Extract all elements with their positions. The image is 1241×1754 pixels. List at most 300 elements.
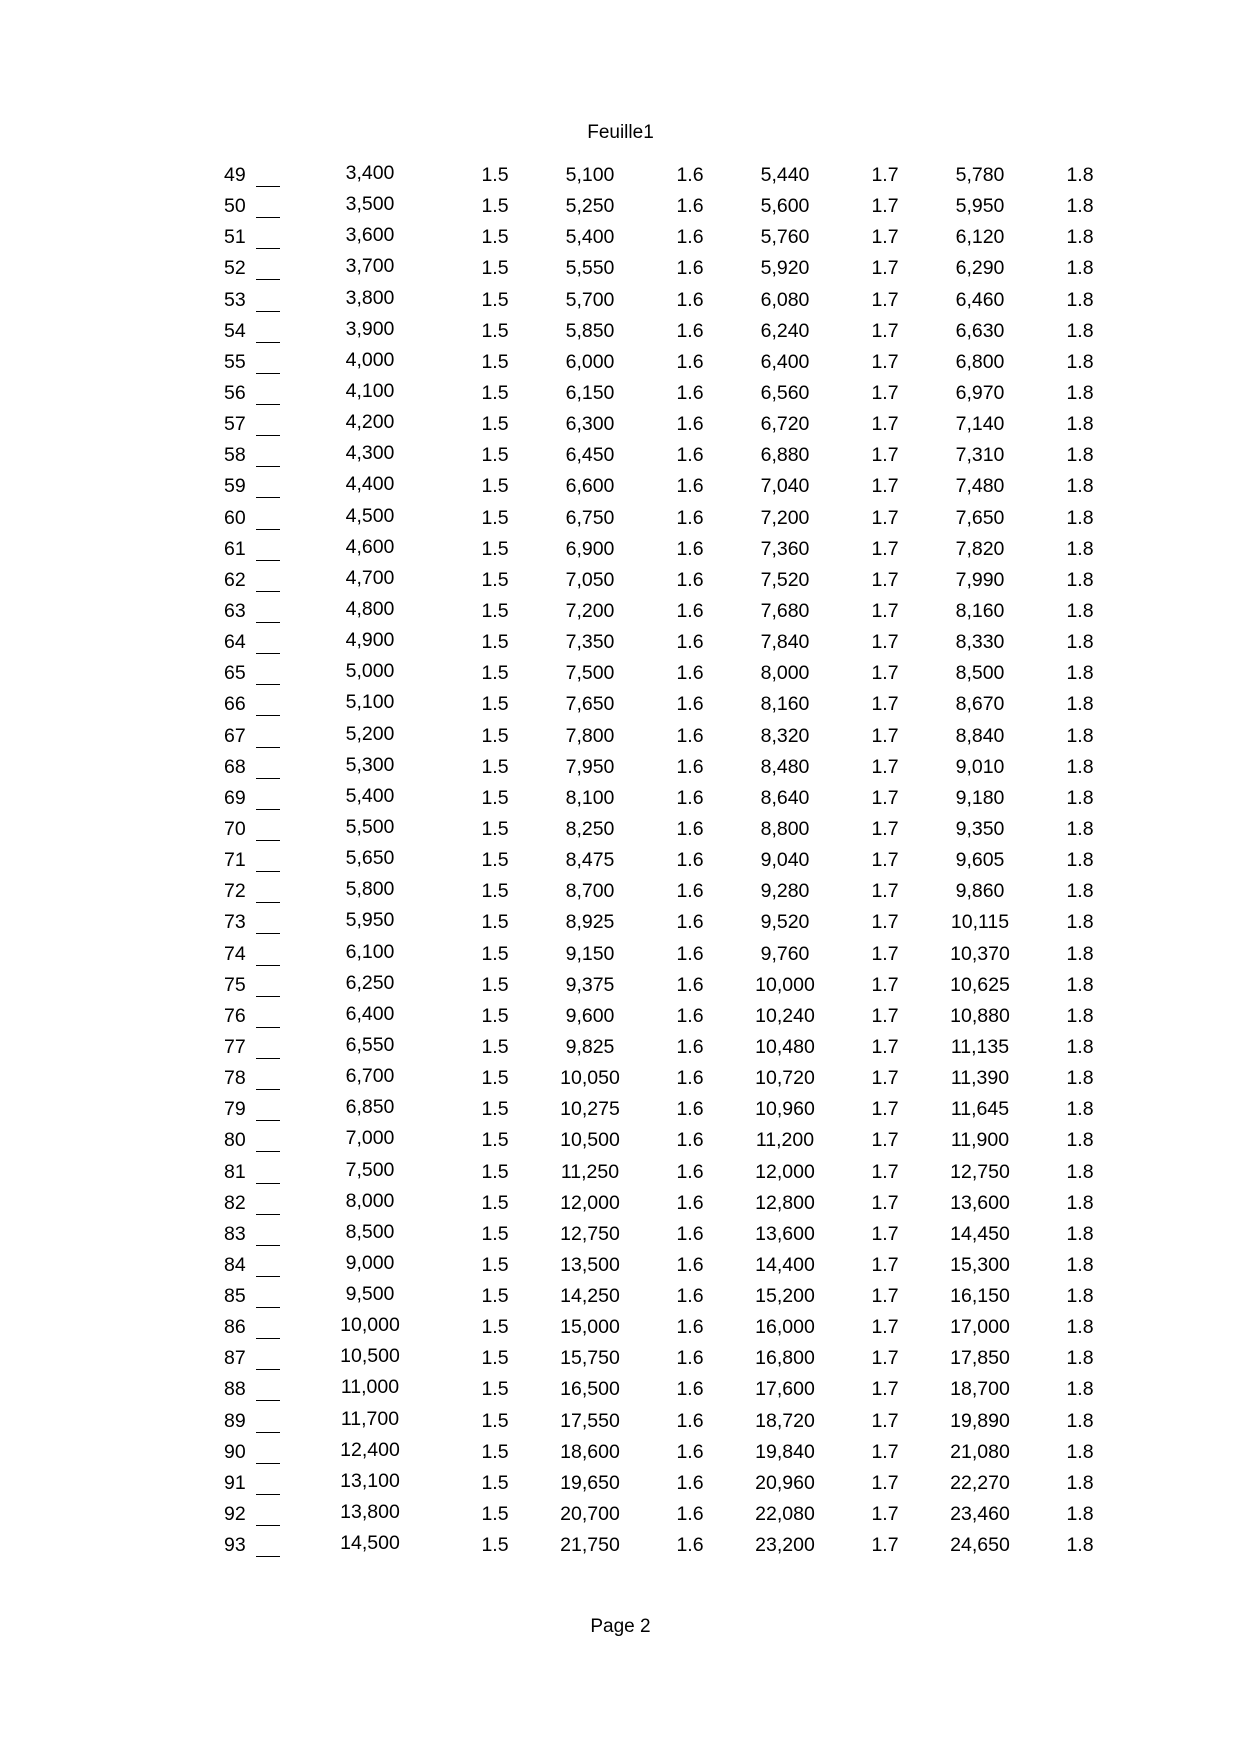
value-3-cell: 6,970 <box>955 381 1005 404</box>
blank-underline <box>256 573 280 592</box>
factor-3-cell: 1.7 <box>871 1503 899 1526</box>
row-number <box>224 693 284 716</box>
blank-underline <box>256 1382 280 1401</box>
factor-3-cell: 1.7 <box>871 1378 899 1401</box>
value-1-cell: 11,250 <box>560 1160 620 1183</box>
factor-3-cell: 1.7 <box>871 599 899 622</box>
value-3-cell: 22,270 <box>950 1471 1010 1494</box>
blank-underline <box>256 1227 280 1246</box>
factor-4-cell: 1.8 <box>1066 1347 1094 1370</box>
base-value-cell: 3,900 <box>345 317 395 340</box>
base-value-cell: 4,100 <box>345 379 395 402</box>
row-number-label: 76 <box>224 1004 246 1027</box>
factor-1-cell: 1.5 <box>481 350 509 373</box>
value-3-cell: 9,350 <box>955 817 1005 840</box>
factor-2-cell: 1.6 <box>676 786 704 809</box>
blank-underline <box>256 604 280 623</box>
value-2-cell: 5,760 <box>760 226 810 249</box>
factor-4-cell: 1.8 <box>1066 1035 1094 1058</box>
table-row <box>0 1438 1241 1472</box>
value-3-cell: 5,950 <box>955 195 1005 218</box>
value-1-cell: 5,550 <box>565 257 615 280</box>
factor-2-cell: 1.6 <box>676 350 704 373</box>
table-row <box>0 1534 1241 1565</box>
value-1-cell: 5,700 <box>565 288 615 311</box>
factor-3-cell: 1.7 <box>871 350 899 373</box>
factor-2-cell: 1.6 <box>676 849 704 872</box>
row-number-label: 83 <box>224 1222 246 1245</box>
row-number <box>224 974 284 997</box>
factor-2-cell: 1.6 <box>676 164 704 186</box>
value-2-cell: 8,640 <box>760 786 810 809</box>
factor-1-cell: 1.5 <box>481 381 509 404</box>
factor-1-cell: 1.5 <box>481 880 509 903</box>
row-number <box>224 195 284 218</box>
factor-2-cell: 1.6 <box>676 1347 704 1370</box>
base-value-cell: 11,700 <box>340 1407 400 1430</box>
sheet-title: Feuille1 <box>587 122 654 143</box>
blank-underline <box>256 729 280 748</box>
row-number <box>224 320 284 343</box>
row-number <box>224 1410 284 1433</box>
table-row <box>0 164 1241 195</box>
blank-underline <box>256 293 280 312</box>
value-3-cell: 5,780 <box>955 164 1005 186</box>
value-1-cell: 6,750 <box>565 506 615 529</box>
blank-underline <box>256 1102 280 1121</box>
base-value-cell: 5,000 <box>345 660 395 683</box>
row-number-label: 62 <box>224 568 246 591</box>
factor-3-cell: 1.7 <box>871 1222 899 1245</box>
factor-4-cell: 1.8 <box>1066 568 1094 591</box>
value-2-cell: 16,800 <box>755 1347 815 1370</box>
row-number <box>224 1223 284 1246</box>
value-3-cell: 6,290 <box>955 257 1005 280</box>
value-1-cell: 6,150 <box>565 381 615 404</box>
table-row <box>0 1503 1241 1534</box>
value-2-cell: 6,240 <box>760 319 810 342</box>
base-value-cell: 10,500 <box>340 1345 400 1368</box>
value-1-cell: 9,825 <box>565 1035 615 1058</box>
factor-2-cell: 1.6 <box>676 755 704 778</box>
factor-2-cell: 1.6 <box>676 693 704 716</box>
factor-2-cell: 1.6 <box>676 319 704 342</box>
row-number-label: 67 <box>224 724 246 747</box>
table-row <box>0 1002 1241 1036</box>
base-value-cell: 4,400 <box>345 473 395 496</box>
factor-4-cell: 1.8 <box>1066 1440 1094 1463</box>
value-1-cell: 5,400 <box>565 226 615 249</box>
factor-4-cell: 1.8 <box>1066 1191 1094 1214</box>
factor-4-cell: 1.8 <box>1066 1004 1094 1027</box>
value-1-cell: 7,050 <box>565 568 615 591</box>
value-3-cell: 6,630 <box>955 319 1005 342</box>
factor-4-cell: 1.8 <box>1066 880 1094 903</box>
value-2-cell: 15,200 <box>755 1285 815 1308</box>
blank-underline <box>256 1538 280 1557</box>
value-2-cell: 13,600 <box>755 1222 815 1245</box>
value-2-cell: 6,080 <box>760 288 810 311</box>
factor-2-cell: 1.6 <box>676 1222 704 1245</box>
base-value-cell: 11,000 <box>340 1376 400 1399</box>
base-value-cell: 3,600 <box>345 224 395 247</box>
factor-2-cell: 1.6 <box>676 1409 704 1432</box>
factor-1-cell: 1.5 <box>481 1471 509 1494</box>
value-3-cell: 10,880 <box>950 1004 1010 1027</box>
value-2-cell: 10,480 <box>755 1035 815 1058</box>
value-1-cell: 15,750 <box>560 1347 620 1370</box>
table-row <box>0 1469 1241 1503</box>
base-value-cell: 7,000 <box>345 1127 395 1150</box>
base-value-cell: 3,700 <box>345 255 395 278</box>
row-number <box>224 289 284 312</box>
factor-1-cell: 1.5 <box>481 568 509 591</box>
factor-3-cell: 1.7 <box>871 849 899 872</box>
base-value-cell: 9,000 <box>345 1251 395 1274</box>
blank-underline <box>256 1258 280 1277</box>
factor-4-cell: 1.8 <box>1066 1534 1094 1557</box>
base-value-cell: 6,400 <box>345 1002 395 1025</box>
table-row <box>0 566 1241 600</box>
factor-1-cell: 1.5 <box>481 631 509 654</box>
factor-1-cell: 1.5 <box>481 319 509 342</box>
value-3-cell: 15,300 <box>950 1253 1010 1276</box>
row-number-label: 60 <box>224 506 246 529</box>
value-3-cell: 11,645 <box>950 1098 1010 1121</box>
value-1-cell: 8,700 <box>565 880 615 903</box>
factor-4-cell: 1.8 <box>1066 1098 1094 1121</box>
factor-2-cell: 1.6 <box>676 444 704 467</box>
factor-2-cell: 1.6 <box>676 973 704 996</box>
base-value-cell: 4,700 <box>345 566 395 589</box>
value-3-cell: 18,700 <box>950 1378 1010 1401</box>
row-number <box>224 600 284 623</box>
table-row <box>0 1129 1241 1160</box>
factor-3-cell: 1.7 <box>871 817 899 840</box>
blank-underline <box>256 1040 280 1059</box>
factor-2-cell: 1.6 <box>676 257 704 280</box>
factor-3-cell: 1.7 <box>871 880 899 903</box>
table-row <box>0 1067 1241 1098</box>
data-table <box>0 164 1241 1565</box>
value-1-cell: 5,250 <box>565 195 615 218</box>
row-number-label: 57 <box>224 413 246 436</box>
factor-1-cell: 1.5 <box>481 942 509 965</box>
value-3-cell: 8,160 <box>955 599 1005 622</box>
base-value-cell: 5,950 <box>345 909 395 932</box>
factor-2-cell: 1.6 <box>676 662 704 685</box>
factor-2-cell: 1.6 <box>676 631 704 654</box>
row-number-label: 82 <box>224 1191 246 1214</box>
value-3-cell: 17,000 <box>950 1316 1010 1339</box>
factor-1-cell: 1.5 <box>481 1160 509 1183</box>
table-row <box>0 597 1241 631</box>
base-value-cell: 12,400 <box>340 1438 400 1461</box>
row-number <box>224 1098 284 1121</box>
row-number <box>224 382 284 405</box>
factor-2-cell: 1.6 <box>676 817 704 840</box>
factor-1-cell: 1.5 <box>481 1534 509 1557</box>
value-3-cell: 8,500 <box>955 662 1005 685</box>
table-row <box>0 1316 1241 1347</box>
factor-2-cell: 1.6 <box>676 1129 704 1152</box>
factor-1-cell: 1.5 <box>481 1316 509 1339</box>
value-1-cell: 7,200 <box>565 599 615 622</box>
factor-3-cell: 1.7 <box>871 506 899 529</box>
factor-3-cell: 1.7 <box>871 319 899 342</box>
factor-2-cell: 1.6 <box>676 1160 704 1183</box>
factor-3-cell: 1.7 <box>871 1285 899 1308</box>
value-2-cell: 10,000 <box>755 973 815 996</box>
value-2-cell: 6,720 <box>760 413 810 436</box>
factor-4-cell: 1.8 <box>1066 444 1094 467</box>
blank-underline <box>256 479 280 498</box>
factor-3-cell: 1.7 <box>871 288 899 311</box>
factor-3-cell: 1.7 <box>871 1471 899 1494</box>
row-number <box>224 1347 284 1370</box>
factor-3-cell: 1.7 <box>871 1409 899 1432</box>
table-row <box>0 286 1241 320</box>
factor-1-cell: 1.5 <box>481 755 509 778</box>
row-number <box>224 849 284 872</box>
value-1-cell: 7,650 <box>565 693 615 716</box>
factor-1-cell: 1.5 <box>481 1253 509 1276</box>
base-value-cell: 5,300 <box>345 753 395 776</box>
factor-1-cell: 1.5 <box>481 1347 509 1370</box>
blank-underline <box>256 1009 280 1028</box>
blank-underline <box>256 1071 280 1090</box>
factor-4-cell: 1.8 <box>1066 506 1094 529</box>
value-2-cell: 5,600 <box>760 195 810 218</box>
factor-4-cell: 1.8 <box>1066 599 1094 622</box>
value-2-cell: 10,240 <box>755 1004 815 1027</box>
table-row <box>0 1033 1241 1067</box>
factor-4-cell: 1.8 <box>1066 257 1094 280</box>
factor-3-cell: 1.7 <box>871 631 899 654</box>
factor-3-cell: 1.7 <box>871 1316 899 1339</box>
value-2-cell: 8,800 <box>760 817 810 840</box>
factor-1-cell: 1.5 <box>481 1035 509 1058</box>
factor-4-cell: 1.8 <box>1066 631 1094 654</box>
value-2-cell: 19,840 <box>755 1440 815 1463</box>
factor-1-cell: 1.5 <box>481 164 509 186</box>
base-value-cell: 4,500 <box>345 504 395 527</box>
factor-2-cell: 1.6 <box>676 1285 704 1308</box>
factor-3-cell: 1.7 <box>871 1191 899 1214</box>
value-2-cell: 8,480 <box>760 755 810 778</box>
factor-2-cell: 1.6 <box>676 1316 704 1339</box>
value-3-cell: 7,310 <box>955 444 1005 467</box>
value-3-cell: 6,460 <box>955 288 1005 311</box>
factor-1-cell: 1.5 <box>481 786 509 809</box>
value-1-cell: 9,150 <box>565 942 615 965</box>
value-2-cell: 9,760 <box>760 942 810 965</box>
value-3-cell: 9,605 <box>955 849 1005 872</box>
value-3-cell: 6,120 <box>955 226 1005 249</box>
blank-underline <box>256 791 280 810</box>
base-value-cell: 8,500 <box>345 1220 395 1243</box>
value-3-cell: 24,650 <box>950 1534 1010 1557</box>
value-1-cell: 7,950 <box>565 755 615 778</box>
blank-underline <box>256 386 280 405</box>
factor-2-cell: 1.6 <box>676 724 704 747</box>
value-2-cell: 10,720 <box>755 1067 815 1090</box>
row-number-label: 80 <box>224 1129 246 1152</box>
row-number <box>224 1192 284 1215</box>
factor-2-cell: 1.6 <box>676 1378 704 1401</box>
value-1-cell: 8,100 <box>565 786 615 809</box>
factor-4-cell: 1.8 <box>1066 755 1094 778</box>
row-number-label: 91 <box>224 1471 246 1494</box>
row-number-label: 74 <box>224 942 246 965</box>
value-2-cell: 5,920 <box>760 257 810 280</box>
table-row <box>0 226 1241 257</box>
row-number-label: 58 <box>224 444 246 467</box>
factor-2-cell: 1.6 <box>676 1098 704 1121</box>
factor-2-cell: 1.6 <box>676 1191 704 1214</box>
row-number-label: 87 <box>224 1347 246 1370</box>
factor-4-cell: 1.8 <box>1066 288 1094 311</box>
table-row <box>0 535 1241 569</box>
blank-underline <box>256 168 280 187</box>
value-1-cell: 6,450 <box>565 444 615 467</box>
factor-4-cell: 1.8 <box>1066 226 1094 249</box>
factor-4-cell: 1.8 <box>1066 1409 1094 1432</box>
table-row <box>0 940 1241 974</box>
factor-3-cell: 1.7 <box>871 413 899 436</box>
factor-2-cell: 1.6 <box>676 942 704 965</box>
value-1-cell: 10,050 <box>560 1067 620 1090</box>
factor-4-cell: 1.8 <box>1066 786 1094 809</box>
row-number <box>224 662 284 685</box>
row-number-label: 93 <box>224 1534 246 1557</box>
factor-4-cell: 1.8 <box>1066 942 1094 965</box>
blank-underline <box>256 199 280 218</box>
row-number <box>224 164 284 187</box>
factor-2-cell: 1.6 <box>676 288 704 311</box>
value-1-cell: 7,800 <box>565 724 615 747</box>
factor-1-cell: 1.5 <box>481 444 509 467</box>
table-row <box>0 348 1241 382</box>
base-value-cell: 13,100 <box>340 1469 400 1492</box>
factor-1-cell: 1.5 <box>481 973 509 996</box>
value-3-cell: 9,180 <box>955 786 1005 809</box>
value-2-cell: 7,520 <box>760 568 810 591</box>
row-number-label: 51 <box>224 226 246 249</box>
value-1-cell: 9,600 <box>565 1004 615 1027</box>
table-row <box>0 722 1241 756</box>
row-number <box>224 880 284 903</box>
row-number <box>224 631 284 654</box>
blank-underline <box>256 1320 280 1339</box>
factor-4-cell: 1.8 <box>1066 475 1094 498</box>
factor-3-cell: 1.7 <box>871 1067 899 1090</box>
row-number-label: 53 <box>224 288 246 311</box>
value-2-cell: 7,360 <box>760 537 810 560</box>
blank-underline <box>256 1133 280 1152</box>
blank-underline <box>256 1351 280 1370</box>
value-2-cell: 17,600 <box>755 1378 815 1401</box>
base-value-cell: 6,100 <box>345 940 395 963</box>
row-number <box>224 818 284 841</box>
factor-4-cell: 1.8 <box>1066 973 1094 996</box>
row-number <box>224 1067 284 1090</box>
base-value-cell: 6,700 <box>345 1065 395 1088</box>
row-number <box>224 1036 284 1059</box>
value-3-cell: 12,750 <box>950 1160 1010 1183</box>
factor-2-cell: 1.6 <box>676 506 704 529</box>
value-3-cell: 7,140 <box>955 413 1005 436</box>
row-number-label: 79 <box>224 1098 246 1121</box>
row-number-label: 68 <box>224 755 246 778</box>
factor-1-cell: 1.5 <box>481 1222 509 1245</box>
value-2-cell: 23,200 <box>755 1534 815 1557</box>
blank-underline <box>256 1165 280 1184</box>
factor-4-cell: 1.8 <box>1066 849 1094 872</box>
row-number-label: 63 <box>224 599 246 622</box>
value-3-cell: 8,670 <box>955 693 1005 716</box>
factor-1-cell: 1.5 <box>481 1067 509 1090</box>
factor-1-cell: 1.5 <box>481 817 509 840</box>
factor-1-cell: 1.5 <box>481 662 509 685</box>
factor-1-cell: 1.5 <box>481 257 509 280</box>
base-value-cell: 5,500 <box>345 815 395 838</box>
row-number <box>224 444 284 467</box>
row-number-label: 90 <box>224 1440 246 1463</box>
blank-underline <box>256 1289 280 1308</box>
row-number <box>224 1316 284 1339</box>
value-1-cell: 7,350 <box>565 631 615 654</box>
row-number <box>224 1503 284 1526</box>
value-3-cell: 21,080 <box>950 1440 1010 1463</box>
value-3-cell: 7,480 <box>955 475 1005 498</box>
value-1-cell: 8,250 <box>565 817 615 840</box>
row-number-label: 77 <box>224 1035 246 1058</box>
row-number-label: 54 <box>224 319 246 342</box>
row-number <box>224 1161 284 1184</box>
row-number-label: 52 <box>224 257 246 280</box>
row-number <box>224 911 284 934</box>
value-1-cell: 9,375 <box>565 973 615 996</box>
value-2-cell: 8,000 <box>760 662 810 685</box>
value-1-cell: 10,275 <box>560 1098 620 1121</box>
value-3-cell: 7,820 <box>955 537 1005 560</box>
table-row <box>0 1189 1241 1223</box>
base-value-cell: 4,600 <box>345 535 395 558</box>
value-2-cell: 7,200 <box>760 506 810 529</box>
factor-4-cell: 1.8 <box>1066 693 1094 716</box>
value-2-cell: 9,280 <box>760 880 810 903</box>
factor-1-cell: 1.5 <box>481 195 509 218</box>
table-row <box>0 662 1241 693</box>
row-number-label: 73 <box>224 911 246 934</box>
row-number-label: 56 <box>224 381 246 404</box>
row-number <box>224 475 284 498</box>
factor-4-cell: 1.8 <box>1066 1253 1094 1276</box>
table-row <box>0 1285 1241 1316</box>
base-value-cell: 3,500 <box>345 193 395 216</box>
blank-underline <box>256 978 280 997</box>
table-row <box>0 1251 1241 1285</box>
factor-4-cell: 1.8 <box>1066 537 1094 560</box>
value-1-cell: 6,300 <box>565 413 615 436</box>
value-2-cell: 12,800 <box>755 1191 815 1214</box>
blank-underline <box>256 261 280 280</box>
table-row <box>0 971 1241 1005</box>
value-3-cell: 6,800 <box>955 350 1005 373</box>
factor-1-cell: 1.5 <box>481 849 509 872</box>
base-value-cell: 5,100 <box>345 691 395 714</box>
